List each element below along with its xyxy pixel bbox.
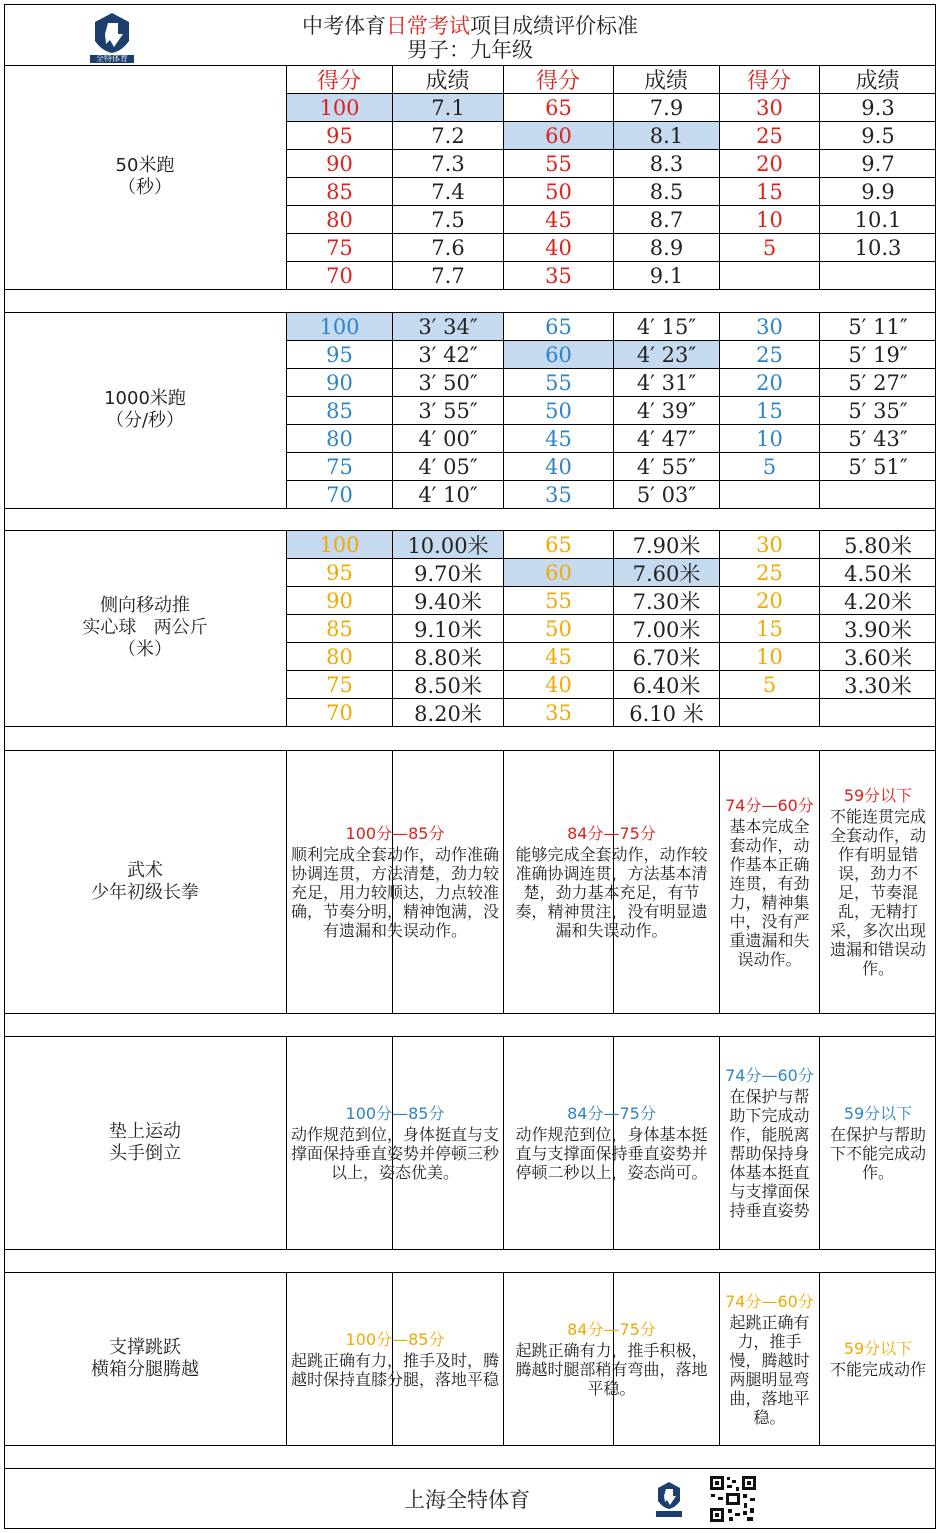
- grid-line: [503, 65, 504, 289]
- grade-description: [720, 751, 819, 1013]
- result-cell: [820, 262, 936, 289]
- score-cell: 20: [756, 588, 783, 613]
- score-cell: 85: [326, 179, 353, 204]
- score-cell: 85: [326, 616, 353, 641]
- result-cell: 6.10 米: [629, 701, 704, 726]
- grid-line: [819, 312, 820, 508]
- score-cell: 95: [326, 342, 353, 367]
- grid-line: [719, 530, 720, 726]
- grid-line: [613, 530, 614, 726]
- result-cell: 6.40米: [632, 673, 701, 698]
- grade-range: 59分以下: [843, 786, 913, 805]
- score-cell: 100: [287, 531, 392, 558]
- result-cell: 8.3: [649, 151, 684, 176]
- grade-description: [504, 751, 719, 1013]
- grid-line: [4, 289, 936, 290]
- score-cell: 5: [762, 454, 777, 479]
- result-cell: 10.3: [854, 235, 902, 260]
- score-cell: 10: [756, 644, 783, 669]
- grid-line: [4, 530, 936, 531]
- grade-description: [504, 1037, 719, 1249]
- result-cell: 6.70米: [632, 645, 701, 670]
- grid-line: [392, 312, 393, 508]
- grid-line: [286, 530, 287, 726]
- section-label-line: 50米跑: [115, 155, 175, 176]
- section-label-line: 横箱分腿腾越: [91, 1358, 199, 1380]
- column-header: 得分: [535, 68, 580, 94]
- column-header: 得分: [746, 68, 791, 94]
- section-label: [4, 750, 286, 1013]
- score-cell: 40: [545, 235, 572, 260]
- grid-line: [4, 4, 936, 5]
- score-cell: 45: [545, 426, 572, 451]
- grid-line: [286, 340, 936, 341]
- grid-line: [4, 65, 936, 66]
- score-cell: 75: [326, 454, 353, 479]
- result-cell: 5′ 43″: [848, 426, 908, 451]
- score-cell: [720, 481, 819, 508]
- grade-range: 100分—85分: [345, 824, 445, 843]
- score-cell: 25: [756, 342, 783, 367]
- result-cell: [820, 699, 936, 726]
- score-cell: 70: [326, 700, 353, 725]
- grid-line: [286, 205, 936, 206]
- score-cell: 55: [545, 151, 572, 176]
- page-subtitle: 男子：九年级: [407, 38, 533, 62]
- score-cell: 30: [756, 532, 783, 557]
- result-cell: 9.9: [861, 179, 895, 204]
- score-cell: 95: [326, 123, 353, 148]
- grid-line: [286, 93, 936, 94]
- grid-line: [719, 312, 720, 508]
- score-cell: 40: [545, 672, 572, 697]
- result-cell: 4.20米: [844, 589, 912, 614]
- result-cell: 7.30米: [632, 589, 701, 614]
- result-cell: 4′ 31″: [636, 370, 697, 395]
- result-cell: 8.20米: [414, 701, 482, 726]
- score-cell: 85: [326, 398, 353, 423]
- grid-line: [392, 65, 393, 289]
- section-label-line: （米）: [118, 639, 172, 660]
- result-cell: 7.90米: [632, 533, 701, 558]
- result-cell: 4′ 23″: [614, 341, 719, 368]
- grid-line: [286, 586, 936, 587]
- result-cell: 3.90米: [844, 617, 912, 642]
- score-cell: 75: [326, 235, 353, 260]
- grade-text: 起跳正确有力，推手慢，腾越时两腿明显弯曲，落地平稳。: [729, 1312, 810, 1427]
- grade-text: 动作规范到位，身体挺直与支撑面保持垂直姿势并停顿三秒以上，姿态优美。: [291, 1125, 500, 1182]
- grid-line: [286, 452, 936, 453]
- grid-line: [286, 642, 936, 643]
- grid-line: [935, 4, 936, 1529]
- section-label-line: 头手倒立: [109, 1142, 181, 1164]
- footer-brand: 上海全特体育: [404, 1488, 530, 1512]
- result-cell: 4′ 39″: [636, 398, 697, 423]
- score-cell: 30: [756, 95, 783, 120]
- result-cell: 5′ 11″: [848, 314, 908, 339]
- grid-line: [4, 1468, 936, 1469]
- grade-description: [287, 1037, 503, 1249]
- result-cell: 8.50米: [414, 673, 482, 698]
- result-cell: 7.1: [393, 94, 503, 121]
- result-cell: 8.9: [649, 235, 684, 260]
- section-label-line: 支撑跳跃: [109, 1336, 181, 1358]
- grid-line: [286, 121, 936, 122]
- score-cell: 90: [326, 370, 353, 395]
- grid-line: [4, 726, 936, 727]
- title-highlight: 日常考试: [386, 14, 470, 38]
- grade-text: 在保护与帮助下不能完成动作。: [829, 1125, 926, 1182]
- result-cell: 7.60米: [614, 559, 719, 586]
- result-cell: 3′ 34″: [393, 313, 503, 340]
- grid-line: [613, 312, 614, 508]
- result-cell: 8.1: [614, 122, 719, 149]
- score-cell: 65: [545, 314, 572, 339]
- score-cell: 60: [504, 559, 613, 586]
- result-cell: 9.7: [861, 151, 895, 176]
- grade-range: 74分—60分: [725, 1291, 814, 1311]
- result-cell: 9.40米: [414, 589, 482, 614]
- grid-line: [286, 65, 287, 289]
- score-cell: 65: [545, 95, 572, 120]
- score-cell: 35: [545, 263, 572, 288]
- section-label: [4, 65, 286, 289]
- grid-line: [286, 177, 936, 178]
- footer-logo: [654, 1480, 684, 1520]
- grid-line: [392, 530, 393, 726]
- result-cell: 9.70米: [414, 561, 482, 586]
- score-cell: 40: [545, 454, 572, 479]
- score-cell: [720, 262, 819, 289]
- grade-text: 动作规范到位，身体基本挺直与支撑面保持垂直姿势并停顿二秒以上，姿态尚可。: [515, 1125, 708, 1182]
- grade-range: 100分—85分: [345, 1329, 445, 1349]
- score-cell: 100: [287, 313, 392, 340]
- grade-text: 不能连贯完成全套动作，动作有明显错误，劲力不足，节奏混乱，无精打采，多次出现遗漏和错误动作。: [829, 807, 926, 978]
- grid-line: [4, 4, 5, 1529]
- result-cell: 3.60米: [844, 645, 912, 670]
- grid-line: [286, 312, 287, 508]
- grid-line: [286, 698, 936, 699]
- column-header: 成绩: [643, 68, 688, 94]
- grid-line: [503, 312, 504, 508]
- section-label: [4, 1036, 286, 1249]
- score-cell: 60: [504, 341, 613, 368]
- score-cell: 65: [545, 532, 572, 557]
- grid-line: [4, 508, 936, 509]
- grade-range: 74分—60分: [725, 795, 814, 815]
- result-cell: 4′ 47″: [636, 426, 697, 451]
- result-cell: 5′ 51″: [848, 454, 908, 479]
- score-cell: 5: [762, 235, 777, 260]
- grid-line: [4, 1013, 936, 1014]
- grade-text: 起跳正确有力，推手积极，腾越时腿部稍有弯曲，落地平稳。: [515, 1341, 708, 1398]
- grid-line: [286, 368, 936, 369]
- score-cell: 5: [762, 672, 777, 697]
- section-label-line: （分/秒）: [105, 410, 185, 431]
- result-cell: 4′ 05″: [418, 454, 478, 479]
- score-cell: 15: [756, 398, 783, 423]
- column-header: 成绩: [855, 68, 900, 94]
- standards-sheet: [4, 4, 936, 1529]
- grid-line: [4, 1249, 936, 1250]
- grade-range: 59分以下: [843, 1339, 913, 1358]
- score-cell: 100: [287, 94, 392, 121]
- score-cell: 45: [545, 207, 572, 232]
- grade-description: [820, 751, 936, 1013]
- result-cell: 7.9: [649, 95, 684, 120]
- grid-line: [286, 233, 936, 234]
- result-cell: 7.7: [431, 263, 465, 288]
- logo-text: 全特体育: [96, 54, 128, 63]
- result-cell: 9.1: [649, 263, 684, 288]
- grade-text: 能够完成全套动作，动作较准确协调连贯，方法基本清楚，劲力基本充足，有节奏，精神贯注，没有明显遗漏和失误动作。: [515, 845, 708, 940]
- grade-description: [820, 1037, 936, 1249]
- score-cell: 15: [756, 616, 783, 641]
- score-cell: 20: [756, 151, 783, 176]
- score-cell: 10: [756, 207, 783, 232]
- score-cell: 25: [756, 560, 783, 585]
- grade-text: 基本完成全套动作，动作基本正确连贯，有劲力，精神集中，没有严重遗漏和失误动作。: [729, 816, 810, 969]
- grade-range: 74分—60分: [725, 1066, 814, 1085]
- score-cell: 50: [545, 616, 572, 641]
- grid-line: [613, 65, 614, 289]
- result-cell: 5′ 35″: [848, 398, 908, 423]
- score-cell: 95: [326, 560, 353, 585]
- result-cell: 3′ 55″: [418, 398, 478, 423]
- section-label-line: 实心球 两公斤: [82, 617, 208, 638]
- result-cell: 10.00米: [393, 531, 503, 558]
- grade-range: 84分—75分: [567, 1104, 656, 1123]
- section-label: [4, 1272, 286, 1445]
- grade-range: 59分以下: [843, 1104, 913, 1123]
- grid-line: [503, 530, 504, 726]
- grid-line: [286, 670, 936, 671]
- score-cell: 55: [545, 588, 572, 613]
- section-label-line: 武术: [127, 859, 163, 881]
- grade-description: [287, 751, 503, 1013]
- grade-description: [720, 1037, 819, 1249]
- grid-line: [286, 424, 936, 425]
- result-cell: 3′ 42″: [418, 342, 478, 367]
- score-cell: 80: [326, 426, 353, 451]
- result-cell: 4.50米: [844, 561, 912, 586]
- result-cell: 3′ 50″: [418, 370, 478, 395]
- grid-line: [719, 65, 720, 289]
- grade-text: 在保护与帮助下完成动作，能脱离帮助保持身体基本挺直与支撑面保持垂直姿势: [729, 1087, 810, 1220]
- title-prefix: 中考体育: [302, 14, 386, 38]
- score-cell: 90: [326, 588, 353, 613]
- score-cell: 80: [326, 644, 353, 669]
- score-cell: 25: [756, 123, 783, 148]
- score-cell: 10: [756, 426, 783, 451]
- qr-code-icon: [709, 1475, 757, 1523]
- grid-line: [286, 396, 936, 397]
- grid-line: [286, 480, 936, 481]
- column-header: 得分: [316, 68, 361, 94]
- score-cell: 35: [545, 482, 572, 507]
- grade-description: [287, 1273, 503, 1445]
- score-cell: 90: [326, 151, 353, 176]
- grade-description: [820, 1273, 936, 1445]
- section-label-line: （秒）: [118, 177, 172, 198]
- column-header: 成绩: [425, 68, 470, 94]
- result-cell: 7.3: [431, 151, 465, 176]
- score-cell: 70: [326, 482, 353, 507]
- grade-text: 起跳正确有力，推手及时，腾越时保持直膝分腿，落地平稳: [291, 1350, 500, 1389]
- score-cell: 60: [504, 122, 613, 149]
- score-cell: 15: [756, 179, 783, 204]
- grade-range: 100分—85分: [345, 1104, 445, 1123]
- grid-line: [4, 312, 936, 313]
- score-cell: 30: [756, 314, 783, 339]
- grade-text: 不能完成动作: [829, 1360, 926, 1379]
- grid-line: [819, 530, 820, 726]
- section-label-line: 垫上运动: [109, 1120, 181, 1142]
- result-cell: 5′ 19″: [848, 342, 908, 367]
- score-cell: 80: [326, 207, 353, 232]
- result-cell: 5′ 03″: [636, 482, 697, 507]
- grid-line: [4, 1528, 936, 1529]
- grid-line: [819, 65, 820, 289]
- score-cell: 45: [545, 644, 572, 669]
- result-cell: 8.5: [649, 179, 684, 204]
- section-label-line: 少年初级长拳: [91, 881, 199, 903]
- score-cell: 20: [756, 370, 783, 395]
- result-cell: 9.5: [861, 123, 895, 148]
- grid-line: [286, 149, 936, 150]
- grade-range: 84分—75分: [567, 1320, 656, 1339]
- result-cell: 9.3: [861, 95, 895, 120]
- result-cell: 7.4: [431, 179, 465, 204]
- score-cell: 75: [326, 672, 353, 697]
- result-cell: 10.1: [854, 207, 902, 232]
- result-cell: 4′ 10″: [418, 482, 478, 507]
- section-label-line: 侧向移动推: [100, 595, 190, 616]
- score-cell: 50: [545, 398, 572, 423]
- result-cell: 7.5: [431, 207, 465, 232]
- title-suffix: 项目成绩评价标准: [470, 14, 638, 38]
- grade-description: [504, 1273, 719, 1445]
- result-cell: 7.00米: [632, 617, 701, 642]
- grid-line: [286, 558, 936, 559]
- footer-logo-icon: [654, 1480, 684, 1520]
- grade-text: 顺利完成全套动作，动作准确协调连贯，方法清楚，劲力较充足，用力较顺达，力点较准确，节奏分明，精神饱满，没有遗漏和失误动作。: [291, 845, 500, 940]
- score-cell: 55: [545, 370, 572, 395]
- result-cell: 5′ 27″: [848, 370, 908, 395]
- result-cell: 8.7: [649, 207, 684, 232]
- result-cell: 9.10米: [414, 617, 482, 642]
- result-cell: 8.80米: [414, 645, 482, 670]
- score-cell: 70: [326, 263, 353, 288]
- section-label: [4, 530, 286, 726]
- grid-line: [4, 1445, 936, 1446]
- grid-line: [286, 261, 936, 262]
- result-cell: [820, 481, 936, 508]
- result-cell: 7.2: [431, 123, 465, 148]
- section-label: [4, 312, 286, 508]
- grade-range: 84分—75分: [567, 824, 656, 843]
- grid-line: [286, 614, 936, 615]
- score-cell: [720, 699, 819, 726]
- score-cell: 35: [545, 700, 572, 725]
- result-cell: 7.6: [431, 235, 465, 260]
- grade-description: [720, 1273, 819, 1445]
- score-cell: 50: [545, 179, 572, 204]
- result-cell: 4′ 55″: [636, 454, 697, 479]
- section-label-line: 1000米跑: [104, 388, 186, 409]
- result-cell: 4′ 00″: [418, 426, 478, 451]
- result-cell: 5.80米: [844, 533, 912, 558]
- result-cell: 3.30米: [844, 673, 912, 698]
- result-cell: 4′ 15″: [636, 314, 697, 339]
